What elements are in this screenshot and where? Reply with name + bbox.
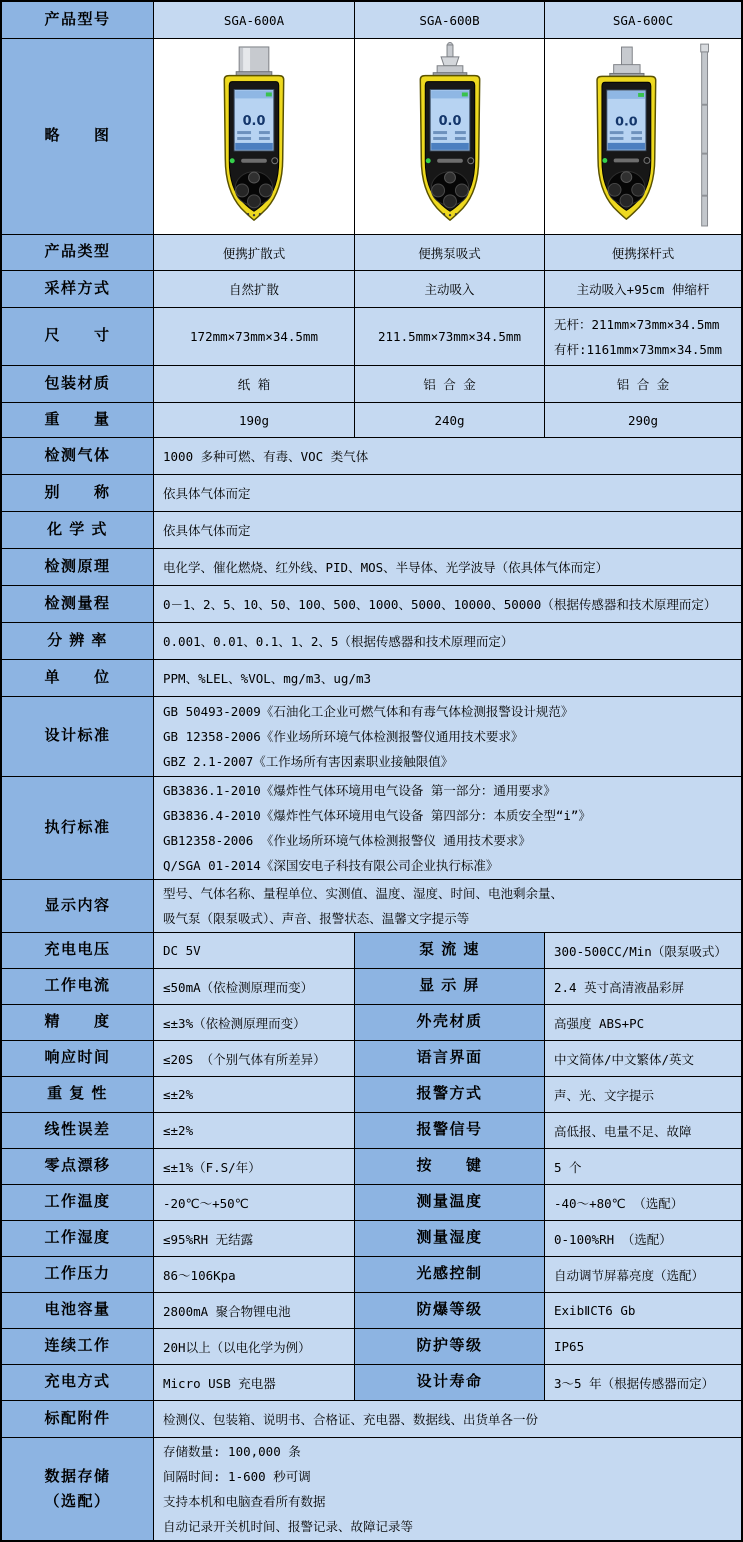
spec-row-principle [2, 549, 741, 586]
spec-row-gases [2, 438, 741, 475]
spec-row-label: 语言界面 [355, 1041, 545, 1077]
spec-value-b: 主动吸入 [355, 271, 545, 308]
spec-row-display-content [2, 880, 741, 933]
spec-row-label: 电池容量 [2, 1293, 154, 1329]
spec-value: 电化学、催化燃烧、红外线、PID、MOS、半导体、光学波导（依具体气体而定） [154, 549, 741, 586]
header-row [2, 2, 741, 39]
spec-value: 300-500CC/Min（限泵吸式） [545, 933, 741, 969]
spec-row-label: 工作电流 [2, 969, 154, 1005]
spec-value: -40～+80℃ （选配） [545, 1185, 741, 1221]
pair-row-working-current [2, 969, 741, 1005]
spec-value: ≤±1%（F.S/年） [154, 1149, 355, 1185]
spec-value-a: 自然扩散 [154, 271, 355, 308]
spec-value-c [545, 308, 741, 366]
spec-row-design-standards [2, 697, 741, 777]
product-image-c-cell [545, 39, 741, 235]
spec-row-label: 测量温度 [355, 1185, 545, 1221]
spec-row-label: 别 称 [2, 475, 154, 512]
spec-row-label: 设计标准 [2, 697, 154, 777]
storage-label-line: 数据存储 [44, 1468, 111, 1485]
spec-value: 自动调节屏幕亮度（选配） [545, 1257, 741, 1293]
spec-row-label: 泵 流 速 [355, 933, 545, 969]
pair-row-working-temp [2, 1185, 741, 1221]
spec-value: 86～106Kpa [154, 1257, 355, 1293]
spec-value-c: 铝 合 金 [545, 366, 741, 403]
pair-row-charging-method [2, 1365, 741, 1401]
spec-row-formula [2, 512, 741, 549]
spec-row-label: 防爆等级 [355, 1293, 545, 1329]
spec-value-c: 便携探杆式 [545, 235, 741, 271]
spec-value: 2800mA 聚合物锂电池 [154, 1293, 355, 1329]
spec-row-accessories [2, 1401, 741, 1438]
device-screen [234, 89, 274, 150]
spec-value: 高强度 ABS+PC [545, 1005, 741, 1041]
spec-row-alias [2, 475, 741, 512]
image-row [2, 39, 741, 235]
spec-value [154, 697, 741, 777]
pair-row-repeatability [2, 1077, 741, 1113]
spec-value: 20H以上（以电化学为例） [154, 1329, 355, 1365]
spec-row-label: 化 学 式 [2, 512, 154, 549]
screen-reading: 0.0 [242, 113, 266, 129]
spec-value-b: 240g [355, 403, 545, 438]
spec-row-label: 充电电压 [2, 933, 154, 969]
dimension-line: 有杆:1161mm×73mm×34.5mm [554, 341, 722, 357]
storage-line: 间隔时间: 1-600 秒可调 [163, 1469, 311, 1484]
standard-line: GB12358-2006 《作业场所环境气体检测报警仪 通用技术要求》 [163, 833, 531, 848]
pair-row-working-pressure [2, 1257, 741, 1293]
standard-line: GB3836.1-2010《爆炸性气体环境用电气设备 第一部分：通用要求》 [163, 783, 556, 798]
display-line: 吸气泵（限泵吸式）、声音、报警状态、温馨文字提示等 [163, 911, 470, 926]
spec-value: 3～5 年（根据传感器而定） [545, 1365, 741, 1401]
spec-value: ExibⅡCT6 Gb [545, 1293, 741, 1329]
spec-value-b: 铝 合 金 [355, 366, 545, 403]
spec-row-label: 按 键 [355, 1149, 545, 1185]
model-a-cell: SGA-600A [154, 2, 355, 39]
spec-value: 依具体气体而定 [154, 512, 741, 549]
product-image-sga-600c [555, 42, 731, 232]
spec-value-b: 211.5mm×73mm×34.5mm [355, 308, 545, 366]
spec-value: PPM、%LEL、%VOL、mg/m3、ug/m3 [154, 660, 741, 697]
model-c-cell: SGA-600C [545, 2, 741, 39]
spec-value [154, 777, 741, 880]
label-product-model: 产品型号 [2, 2, 154, 39]
spec-row-data-storage [2, 1438, 741, 1540]
pair-row-zero-drift [2, 1149, 741, 1185]
spec-row-label: 尺 寸 [2, 308, 154, 366]
product-image-sga-600a [179, 42, 329, 232]
spec-value: 0-100%RH （选配） [545, 1221, 741, 1257]
spec-row-label: 工作湿度 [2, 1221, 154, 1257]
spec-row-units [2, 660, 741, 697]
pair-row-linearity [2, 1113, 741, 1149]
spec-value: 检测仪、包装箱、说明书、合格证、充电器、数据线、出货单各一份 [154, 1401, 741, 1438]
spec-row-label: 防护等级 [355, 1329, 545, 1365]
spec-value-b: 便携泵吸式 [355, 235, 545, 271]
screen-reading: 0.0 [615, 112, 638, 128]
spec-row-label: 检测气体 [2, 438, 154, 475]
spec-row-range [2, 586, 741, 623]
spec-row-label: 设计寿命 [355, 1365, 545, 1401]
spec-row-label: 零点漂移 [2, 1149, 154, 1185]
pair-row-response-time [2, 1041, 741, 1077]
dimension-line: 无杆：211mm×73mm×34.5mm [554, 316, 720, 332]
pair-row-accuracy [2, 1005, 741, 1041]
spec-value-c: 290g [545, 403, 741, 438]
spec-row-label: 工作温度 [2, 1185, 154, 1221]
spec-value: 0－1、2、5、10、50、100、500、1000、5000、10000、50000（根据传感器和技术原理而定） [154, 586, 741, 623]
spec-row-label: 精 度 [2, 1005, 154, 1041]
spec-row-label: 测量湿度 [355, 1221, 545, 1257]
spec-value: IP65 [545, 1329, 741, 1365]
screen-reading: 0.0 [438, 113, 461, 129]
spec-value: ≤20S （个别气体有所差异） [154, 1041, 355, 1077]
standard-line: GBZ 2.1-2007《工作场所有害因素职业接触限值》 [163, 754, 454, 769]
spec-value: 高低报、电量不足、故障 [545, 1113, 741, 1149]
spec-value: 依具体气体而定 [154, 475, 741, 512]
spec-row-label: 产品类型 [2, 235, 154, 271]
spec-row-label: 标配附件 [2, 1401, 154, 1438]
storage-line: 自动记录开关机时间、报警记录、故障记录等 [163, 1519, 414, 1534]
pair-row-battery [2, 1293, 741, 1329]
pair-row-charge-voltage [2, 933, 741, 969]
spec-value-a: 纸 箱 [154, 366, 355, 403]
spec-value: ≤±2% [154, 1113, 355, 1149]
product-image-sga-600b [375, 42, 525, 232]
spec-value: 1000 多种可燃、有毒、VOC 类气体 [154, 438, 741, 475]
spec-row-label: 重 量 [2, 403, 154, 438]
sensor-cap [236, 46, 272, 77]
spec-value: 2.4 英寸高清液晶彩屏 [545, 969, 741, 1005]
spec-row-weight [2, 403, 741, 438]
pump-inlet [610, 47, 644, 78]
spec-value: ≤50mA（依检测原理而变） [154, 969, 355, 1005]
spec-row-label: 显 示 屏 [355, 969, 545, 1005]
storage-line: 支持本机和电脑查看所有数据 [163, 1494, 326, 1509]
pair-row-working-humidity [2, 1221, 741, 1257]
spec-row-label: 重 复 性 [2, 1077, 154, 1113]
spec-row-label: 包装材质 [2, 366, 154, 403]
spec-value: ≤±3%（依检测原理而变） [154, 1005, 355, 1041]
spec-row-dimensions [2, 308, 741, 366]
spec-row-label: 显示内容 [2, 880, 154, 933]
spec-value: 声、光、文字提示 [545, 1077, 741, 1113]
spec-row-label: 线性误差 [2, 1113, 154, 1149]
spec-value [154, 880, 741, 933]
spec-value: 0.001、0.01、0.1、1、2、5（根据传感器和技术原理而定） [154, 623, 741, 660]
standard-line: GB3836.4-2010《爆炸性气体环境用电气设备 第四部分：本质安全型“i”》 [163, 808, 591, 823]
spec-value: 5 个 [545, 1149, 741, 1185]
standard-line: GB 12358-2006《作业场所环境气体检测报警仪通用技术要求》 [163, 729, 524, 744]
spec-row-label: 光感控制 [355, 1257, 545, 1293]
spec-value-c: 主动吸入+95cm 伸缩杆 [545, 271, 741, 308]
spec-row-label: 检测原理 [2, 549, 154, 586]
spec-row-label: 分 辨 率 [2, 623, 154, 660]
device-screen [607, 90, 646, 151]
spec-value: 中文简体/中文繁体/英文 [545, 1041, 741, 1077]
spec-row-label: 工作压力 [2, 1257, 154, 1293]
spec-row-exec-standards [2, 777, 741, 880]
spec-row-packing [2, 366, 741, 403]
spec-value: ≤95%RH 无结露 [154, 1221, 355, 1257]
spec-row-product-type [2, 235, 741, 271]
spec-value: ≤±2% [154, 1077, 355, 1113]
spec-value-a: 172mm×73mm×34.5mm [154, 308, 355, 366]
product-image-a-cell [154, 39, 355, 235]
spec-row-label: 检测量程 [2, 586, 154, 623]
standard-line: Q/SGA 01-2014《深国安电子科技有限公司企业执行标准》 [163, 858, 499, 873]
pair-row-continuous-work [2, 1329, 741, 1365]
spec-row-label: 执行标准 [2, 777, 154, 880]
telescopic-rod [701, 44, 709, 226]
label-thumbnail: 略 图 [2, 39, 154, 235]
storage-label-line: （选配） [44, 1493, 111, 1510]
product-image-b-cell [355, 39, 545, 235]
spec-row-sampling [2, 271, 741, 308]
spec-row-label: 报警方式 [355, 1077, 545, 1113]
spec-value: Micro USB 充电器 [154, 1365, 355, 1401]
spec-row-label: 连续工作 [2, 1329, 154, 1365]
spec-row-label: 采样方式 [2, 271, 154, 308]
spec-row-label: 单 位 [2, 660, 154, 697]
spec-value-a: 190g [154, 403, 355, 438]
spec-value-a: 便携扩散式 [154, 235, 355, 271]
spec-row-label: 外壳材质 [355, 1005, 545, 1041]
standard-line: GB 50493-2009《石油化工企业可燃气体和有毒气体检测报警设计规范》 [163, 704, 574, 719]
spec-value [154, 1438, 741, 1540]
spec-row-label [2, 1438, 154, 1540]
model-b-cell: SGA-600B [355, 2, 545, 39]
pump-probe [433, 42, 467, 77]
spec-row-resolution [2, 623, 741, 660]
spec-row-label: 报警信号 [355, 1113, 545, 1149]
spec-row-label: 充电方式 [2, 1365, 154, 1401]
storage-line: 存储数量: 100,000 条 [163, 1444, 301, 1459]
display-line: 型号、气体名称、量程单位、实测值、温度、湿度、时间、电池剩余量、 [163, 886, 564, 901]
spec-value: DC 5V [154, 933, 355, 969]
device-screen [430, 89, 470, 150]
spec-value: -20℃～+50℃ [154, 1185, 355, 1221]
spec-row-label: 响应时间 [2, 1041, 154, 1077]
